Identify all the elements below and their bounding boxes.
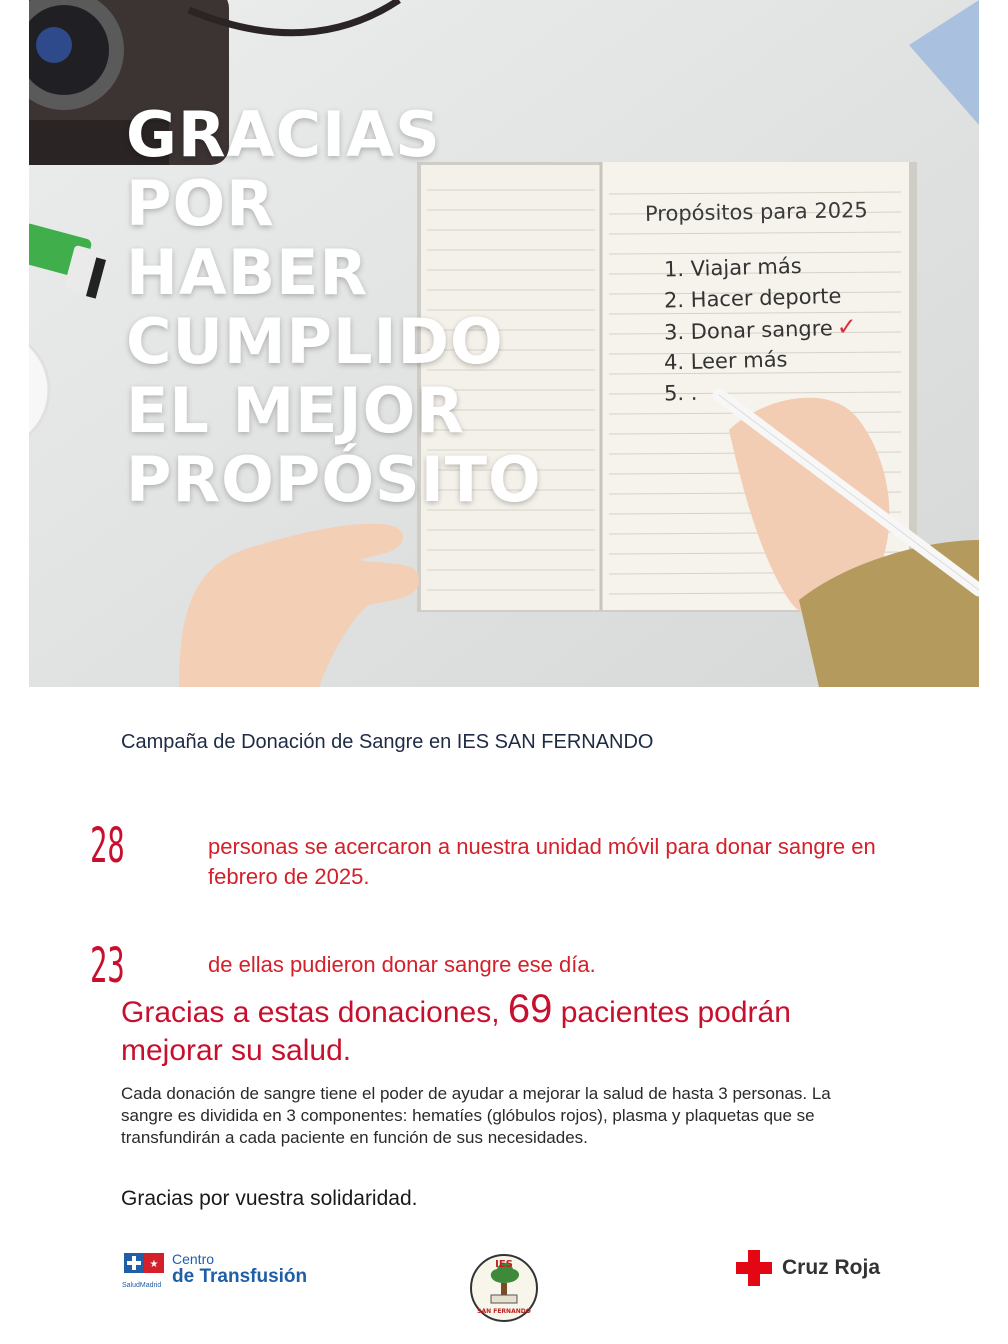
salud-madrid-icon bbox=[122, 1250, 166, 1289]
description: Cada donación de sangre tiene el poder de ayudar a mejorar la salud de hasta 3 personas. La sangre es dividida en 3 componentes: hematíes (glóbulos rojos), plasma y plaquetas que se transfundirán a cada paciente en función de sus necesidades. bbox=[121, 1084, 831, 1147]
svg-text:★: ★ bbox=[149, 1259, 159, 1270]
ies-logo-top: IES bbox=[495, 1259, 513, 1270]
headline-line: GRACIAS bbox=[126, 98, 441, 171]
list-item: 4. Leer más bbox=[663, 347, 788, 375]
list-item: 1. Viajar más bbox=[663, 253, 802, 282]
stat-text: personas se acercaron a nuestra unidad móvil para donar sangre en febrero de 2025. bbox=[208, 834, 876, 889]
salud-madrid-label: SaludMadrid bbox=[122, 1282, 162, 1289]
checkmark-icon: ✓ bbox=[836, 312, 858, 341]
patients-number: 69 bbox=[507, 987, 553, 1031]
headline-line: CUMPLIDO bbox=[126, 305, 504, 378]
headline-line: EL MEJOR bbox=[126, 374, 466, 447]
red-cross-icon bbox=[736, 1250, 772, 1286]
ies-san-fernando-logo bbox=[469, 1253, 539, 1323]
headline-line: HABER bbox=[126, 236, 369, 309]
hero-photo bbox=[29, 0, 979, 687]
campaign-title: Campaña de Donación de Sangre en IES SAN FERNANDO bbox=[121, 731, 654, 753]
stat-number: 23 bbox=[90, 938, 125, 994]
ies-logo-bottom: SAN FERNANDO bbox=[477, 1308, 531, 1315]
cruz-roja-logo bbox=[736, 1250, 880, 1286]
centro-transfusion-logo bbox=[122, 1250, 308, 1289]
stat-text: de ellas pudieron donar sangre ese día. bbox=[208, 952, 596, 977]
solidarity-text: Gracias por vuestra solidaridad. bbox=[121, 1187, 418, 1210]
stat-number: 28 bbox=[90, 818, 125, 874]
cruz-roja-label: Cruz Roja bbox=[782, 1256, 881, 1279]
notebook-list bbox=[664, 252, 857, 407]
notebook-title: Propósitos para 2025 bbox=[644, 198, 868, 226]
thanks-statement: Gracias a estas donaciones, 69 pacientes podrán mejorar su salud. bbox=[121, 987, 791, 1067]
headline bbox=[126, 100, 542, 514]
headline-line: PROPÓSITO bbox=[126, 443, 542, 516]
centro-text: Centro de Transfusión bbox=[172, 1251, 308, 1287]
headline-line: POR bbox=[126, 167, 275, 240]
list-item: 3. Donar sangre ✓ bbox=[663, 312, 858, 345]
list-item: 2. Hacer deporte bbox=[663, 283, 842, 313]
list-item: 5. . bbox=[663, 380, 698, 406]
